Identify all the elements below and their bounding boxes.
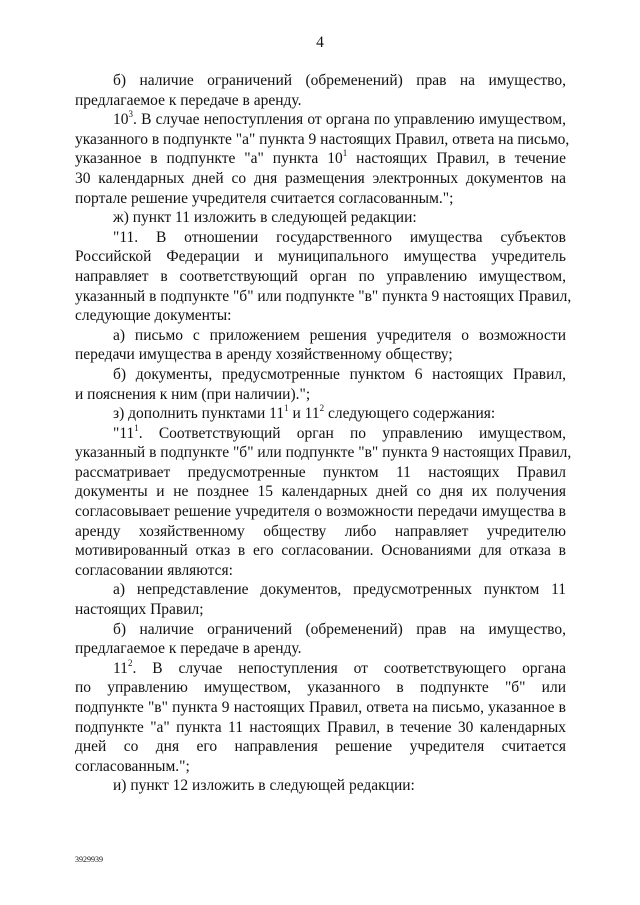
text-line <box>75 482 566 502</box>
text-line <box>75 130 570 150</box>
superscript: 2 <box>319 403 325 414</box>
text-line <box>75 287 572 307</box>
text-segment: ж) пункт 11 изложить в следующей редакции: <box>113 209 417 227</box>
text-segment: указанное в подпункте "а" пункта 10 <box>75 150 343 168</box>
text-line <box>75 404 566 424</box>
text-segment: по управлению имуществом, указанного в подпункте "б" или <box>75 679 566 697</box>
text-line <box>75 149 566 169</box>
text-segment: "11. В отношении государственного имущества субъектов <box>113 228 566 246</box>
page-number: 4 <box>316 34 324 51</box>
text-segment: рассматривает предусмотренные пунктом 11 настоящих Правил <box>75 463 566 481</box>
text-line <box>75 737 566 757</box>
text-line <box>75 541 566 561</box>
text-segment: 10 <box>113 111 129 129</box>
text-line <box>75 580 566 600</box>
text-line <box>75 189 566 209</box>
text-segment: . Соответствующий орган по управлению имуществом, <box>138 424 566 442</box>
superscript: 1 <box>134 422 139 433</box>
text-line <box>75 169 566 189</box>
text-segment: мотивированный отказ в его согласовании. Основаниями для отказа в <box>75 542 566 560</box>
text-line <box>75 678 566 698</box>
text-line <box>75 385 566 405</box>
text-segment: предлагаемое к передаче в аренду. <box>75 91 302 109</box>
text-segment: а) письмо с приложением решения учредителя о возможности <box>113 326 566 344</box>
text-segment: следующие документы: <box>75 307 232 325</box>
superscript: 1 <box>284 403 289 414</box>
text-segment: предлагаемое к передаче в аренду. <box>75 640 302 658</box>
text-segment: портале решение учредителя считается согласованным."; <box>75 189 454 207</box>
text-segment: подпункте "а" пункта 11 настоящих Правил, в течение 30 календарных <box>75 718 566 736</box>
text-line <box>75 71 566 91</box>
text-segment: согласовывает решение учредителя о возможности передачи имущества в <box>75 503 566 521</box>
text-segment: 11 <box>113 659 128 677</box>
text-line <box>75 267 566 287</box>
text-segment: следующего содержания: <box>324 405 496 423</box>
text-segment: з) дополнить пунктами 11 <box>113 405 285 423</box>
text-line <box>75 208 566 228</box>
text-line <box>75 776 566 796</box>
text-segment: б) документы, предусмотренные пунктом 6 настоящих Правил, <box>113 365 566 383</box>
text-line <box>75 659 566 679</box>
text-segment: подпункте "в" пункта 9 настоящих Правил, ответа на письмо, указанное в <box>75 699 566 716</box>
text-segment: б) наличие ограничений (обременений) прав на имущество, <box>113 620 566 638</box>
text-segment: и) пункт 12 изложить в следующей редакции: <box>113 777 415 795</box>
document-body <box>75 71 572 796</box>
text-line <box>75 424 566 444</box>
text-line <box>75 306 566 326</box>
text-segment: настоящих Правил; <box>75 601 204 619</box>
text-segment: дней со дня его направления решение учредителя считается <box>75 738 566 756</box>
superscript: 3 <box>128 109 133 120</box>
text-line <box>75 110 566 130</box>
text-segment: направляет в соответствующий орган по управлению имуществом, <box>75 267 566 285</box>
text-segment: согласованным."; <box>75 757 190 775</box>
text-line <box>75 326 566 346</box>
text-segment: . В случае непоступления от органа по управлению имуществом, <box>133 111 566 129</box>
text-line <box>75 522 566 542</box>
text-segment: "11 <box>113 424 135 442</box>
text-line <box>75 600 566 620</box>
text-line <box>75 365 566 385</box>
text-segment: указанный в подпункте "б" или подпункте "в" пункта 9 настоящих Правил, <box>75 444 572 462</box>
superscript: 1 <box>342 148 348 159</box>
text-segment: б) наличие ограничений (обременений) прав на имущество, <box>113 72 566 89</box>
text-line <box>75 639 566 659</box>
text-line <box>75 247 566 267</box>
text-segment: указанного в подпункте "а" пункта 9 настоящих Правил, ответа на письмо, <box>75 130 570 148</box>
text-segment: и пояснения к ним (при наличии)."; <box>75 385 311 403</box>
text-segment: 30 календарных дней со дня размещения электронных документов на <box>75 169 566 187</box>
superscript: 2 <box>127 657 133 668</box>
text-segment: аренду хозяйственному обществу либо направляет учредителю <box>75 522 566 540</box>
footer-document-code: 3929939 <box>75 855 103 864</box>
text-segment: передачи имущества в аренду хозяйственному обществу; <box>75 346 453 364</box>
text-segment: настоящих Правил, в течение <box>347 150 566 168</box>
text-line <box>75 463 566 483</box>
text-segment: а) непредставление документов, предусмотренных пунктом 11 <box>113 581 566 599</box>
text-line <box>75 757 566 777</box>
text-line <box>75 561 566 581</box>
text-segment: и 11 <box>288 405 320 423</box>
text-segment: документы и не позднее 15 календарных дней со дня их получения <box>75 483 566 501</box>
text-line <box>75 91 566 111</box>
text-line <box>75 718 566 738</box>
text-segment: согласовании являются: <box>75 561 233 579</box>
text-line <box>75 345 566 365</box>
text-line <box>75 228 566 248</box>
text-segment: указанный в подпункте "б" или подпункте "в" пункта 9 настоящих Правил, <box>75 287 572 305</box>
text-line <box>75 698 566 718</box>
text-line <box>75 443 572 463</box>
text-segment: . В случае непоступления от соответствующего органа <box>132 659 566 677</box>
text-line <box>75 620 566 640</box>
text-segment: Российской Федерации и муниципального имущества учредитель <box>75 248 566 266</box>
text-line <box>75 502 566 522</box>
